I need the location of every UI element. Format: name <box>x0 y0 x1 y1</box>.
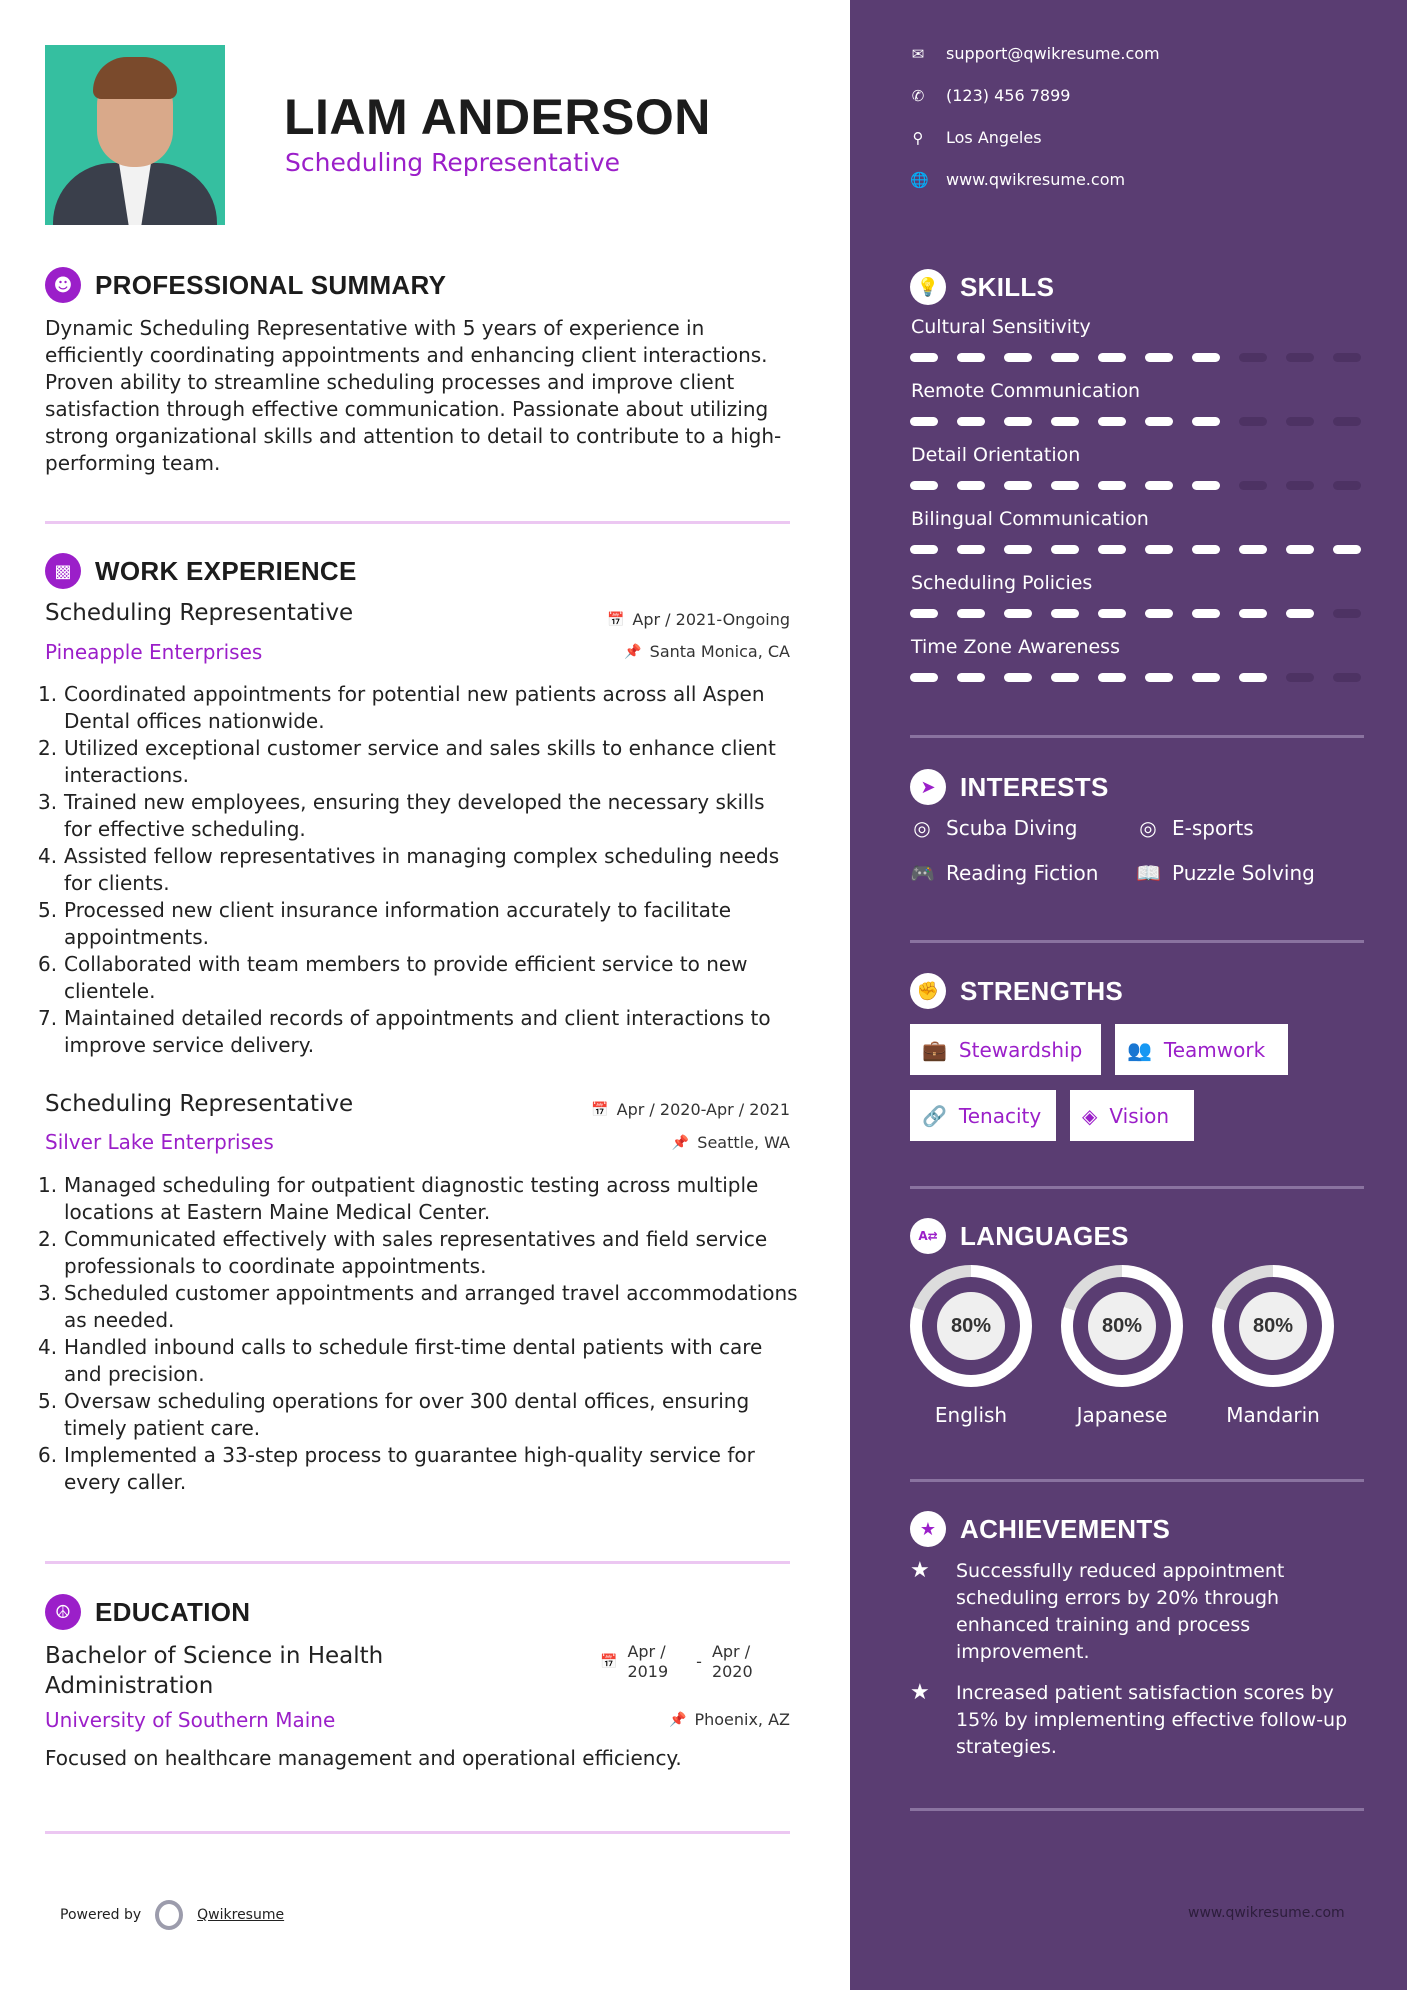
skill-dot <box>1051 417 1079 426</box>
shooting-star-icon: ★ <box>910 1680 930 1705</box>
candidate-name: LIAM ANDERSON <box>284 89 711 145</box>
strengths-header <box>910 973 1123 1009</box>
life-ring-icon: ◎ <box>1139 816 1157 840</box>
briefcase-icon: 💼 <box>922 1037 947 1062</box>
skill-dot <box>957 545 985 554</box>
skill-dot <box>910 481 938 490</box>
skill-dot <box>1286 609 1314 618</box>
job-title: Scheduling Representative <box>45 600 354 626</box>
candidate-title: Scheduling Representative <box>285 148 621 177</box>
translate-icon: A⇄ <box>910 1218 946 1254</box>
language-name: Mandarin <box>1226 1403 1320 1427</box>
footer-website: www.qwikresume.com <box>1188 1905 1345 1921</box>
school-name: University of Southern Maine <box>45 1708 336 1732</box>
skill-rating <box>910 609 1361 618</box>
life-ring-icon: ◎ <box>913 816 931 840</box>
fist-icon: ✊ <box>910 973 946 1009</box>
skill-dot <box>1145 673 1173 682</box>
section-divider <box>910 1186 1364 1189</box>
calendar-icon: 📅 <box>606 611 625 628</box>
skill-dot <box>1239 353 1267 362</box>
skill-dot <box>1051 609 1079 618</box>
education-header <box>45 1594 250 1630</box>
skill-dot <box>910 417 938 426</box>
section-divider <box>45 1561 790 1564</box>
skill-dot <box>1333 545 1361 554</box>
skill-dot <box>1098 353 1126 362</box>
paper-plane-icon: ➤ <box>910 769 946 805</box>
contact-email[interactable]: ✉ support@qwikresume.com <box>911 44 1160 63</box>
languages-header <box>910 1218 1129 1254</box>
language-item <box>910 1265 1032 1427</box>
skill-dot <box>1145 417 1173 426</box>
skill-dot <box>1333 481 1361 490</box>
skill-dot <box>1239 417 1267 426</box>
interests-header <box>910 769 1109 805</box>
user-icon: ☻ <box>45 267 81 303</box>
skill-dot <box>1192 545 1220 554</box>
job-bullet: 5. Processed new client insurance information accurately to facilitate appointments. <box>38 898 732 949</box>
skill-dot <box>1286 673 1314 682</box>
skill-dot <box>1192 353 1220 362</box>
skill-dot <box>1286 481 1314 490</box>
skill-name: Cultural Sensitivity <box>911 316 1091 338</box>
skills-heading: SKILLS <box>960 271 1055 302</box>
skill-dot <box>1333 417 1361 426</box>
skill-dot <box>957 609 985 618</box>
skill-dot <box>1145 609 1173 618</box>
language-item <box>1061 1265 1183 1427</box>
language-name: Japanese <box>1076 1403 1168 1427</box>
powered-by: Powered by Qwikresume <box>60 1900 284 1930</box>
achievement-item: ★ Increased patient satisfaction scores by 15% by implementing effective follow-up strategies. <box>910 1680 1370 1761</box>
skill-dot <box>910 545 938 554</box>
skill-rating <box>910 417 1361 426</box>
skill-rating <box>910 545 1361 554</box>
section-divider <box>910 1808 1364 1811</box>
job-title: Scheduling Representative <box>45 1091 354 1117</box>
language-percent: 80% <box>937 1292 1005 1360</box>
skill-dot <box>910 673 938 682</box>
strengths-heading: STRENGTHS <box>960 975 1124 1006</box>
qwikresume-logo-icon <box>155 1900 183 1930</box>
skill-rating <box>910 353 1361 362</box>
education-description: Focused on healthcare management and operational efficiency. <box>45 1746 682 1770</box>
job-bullets <box>38 1172 798 1496</box>
pin-icon: 📌 <box>669 1711 687 1728</box>
skill-dot <box>1239 481 1267 490</box>
skill-dot <box>1004 353 1032 362</box>
lightbulb-icon: 💡 <box>910 269 946 305</box>
job-bullet: 3. Trained new employees, ensuring they developed the necessary skills for effective scheduling. <box>38 790 765 841</box>
skill-dot <box>957 673 985 682</box>
strength-badge: 🔗 Tenacity <box>910 1090 1056 1141</box>
profile-photo <box>45 45 225 225</box>
interest-item: 📖 Puzzle Solving <box>1136 861 1315 885</box>
job-bullet: 4. Assisted fellow representatives in managing complex scheduling needs for clients. <box>38 844 780 895</box>
skill-dot <box>1239 673 1267 682</box>
skill-dot <box>1004 545 1032 554</box>
skill-dot <box>1192 609 1220 618</box>
languages-heading: LANGUAGES <box>960 1220 1129 1251</box>
contact-phone: ✆ (123) 456 7899 <box>911 86 1071 105</box>
company-name: Pineapple Enterprises <box>45 640 263 664</box>
calendar-icon: 📅 <box>591 1101 609 1118</box>
job-bullet: 3. Scheduled customer appointments and arranged travel accommodations as needed. <box>38 1281 798 1332</box>
skill-name: Detail Orientation <box>911 444 1081 466</box>
skill-rating <box>910 481 1361 490</box>
skill-dot <box>1004 481 1032 490</box>
language-item <box>1212 1265 1334 1427</box>
skill-name: Bilingual Communication <box>911 508 1149 530</box>
section-divider <box>45 521 790 524</box>
skill-dot <box>1051 353 1079 362</box>
star-icon: ★ <box>910 1511 946 1547</box>
skill-dot <box>1051 673 1079 682</box>
skill-name: Time Zone Awareness <box>911 636 1120 658</box>
experience-header <box>45 553 357 589</box>
skill-dot <box>1145 353 1173 362</box>
skill-dot <box>1051 481 1079 490</box>
experience-heading: WORK EXPERIENCE <box>95 555 357 586</box>
section-divider <box>910 1479 1364 1482</box>
language-percent: 80% <box>1088 1292 1156 1360</box>
link-icon: 🔗 <box>922 1103 947 1128</box>
map-pin-icon: ⚲ <box>912 128 924 147</box>
skill-dot <box>1333 353 1361 362</box>
interest-item: ◎ E-sports <box>1136 816 1254 840</box>
graduate-icon: ☮ <box>45 1594 81 1630</box>
skill-dot <box>1098 417 1126 426</box>
job-bullet: 1. Coordinated appointments for potential new patients across all Aspen Dental offices nationwide. <box>38 682 765 733</box>
education-heading: EDUCATION <box>95 1596 251 1627</box>
education-location: 📌 Phoenix, AZ <box>669 1710 790 1729</box>
qwikresume-link[interactable]: Qwikresume <box>197 1907 285 1923</box>
degree-title: Bachelor of Science in Health Administration <box>45 1643 384 1699</box>
summary-text: Dynamic Scheduling Representative with 5 years of experience in efficiently coordinating appointments and enhancing client interactions. Proven ability to streamline scheduling processes and improve client satisfaction through effective communication. Passionate about utilizing strong organizational skills and attention to detail to contribute to a high-performing team. <box>45 316 782 475</box>
skill-dot <box>1333 673 1361 682</box>
achievement-item: ★ Successfully reduced appointment scheduling errors by 20% through enhanced training and process improvement. <box>910 1558 1370 1666</box>
interest-item: 🎮 Reading Fiction <box>910 861 1099 885</box>
shooting-star-icon: ★ <box>910 1558 930 1583</box>
envelope-icon: ✉ <box>911 44 925 63</box>
skill-dot <box>1004 673 1032 682</box>
language-progress-ring <box>910 1265 1032 1387</box>
skill-dot <box>1098 545 1126 554</box>
strength-badge: 💼 Stewardship <box>910 1024 1101 1075</box>
skill-dot <box>957 481 985 490</box>
job-location: 📌 Seattle, WA <box>671 1133 790 1152</box>
achievements-header <box>910 1511 1170 1547</box>
skill-dot <box>1286 353 1314 362</box>
skill-rating <box>910 673 1361 682</box>
language-progress-ring <box>1061 1265 1183 1387</box>
interests-heading: INTERESTS <box>960 771 1109 802</box>
summary-heading: PROFESSIONAL SUMMARY <box>95 269 447 300</box>
skill-name: Scheduling Policies <box>911 572 1093 594</box>
job-bullet: 2. Utilized exceptional customer service and sales skills to enhance client interactions. <box>38 736 776 787</box>
summary-header <box>45 267 446 303</box>
job-bullet: 7. Maintained detailed records of appointments and client interactions to improve service delivery. <box>38 1006 771 1057</box>
strength-badge: ◈ Vision <box>1070 1090 1194 1141</box>
skill-dot <box>1145 545 1173 554</box>
chair-icon: ▩ <box>45 553 81 589</box>
skill-dot <box>1004 609 1032 618</box>
job-location: 📌 Santa Monica, CA <box>624 642 790 661</box>
job-bullet: 4. Handled inbound calls to schedule first-time dental patients with care and precision. <box>38 1335 763 1386</box>
phone-icon: ✆ <box>911 86 925 105</box>
skill-dot <box>1192 417 1220 426</box>
calendar-icon: 📅 <box>600 1654 618 1670</box>
skill-dot <box>1051 545 1079 554</box>
section-divider <box>910 735 1364 738</box>
job-dates: 📅 Apr / 2021-Ongoing <box>606 610 790 629</box>
strength-badge: 👥 Teamwork <box>1115 1024 1288 1075</box>
job-bullets <box>38 681 798 1059</box>
skill-dot <box>957 353 985 362</box>
skill-dot <box>1286 545 1314 554</box>
company-name: Silver Lake Enterprises <box>45 1130 274 1154</box>
contact-location: ⚲ Los Angeles <box>910 128 1042 147</box>
section-divider <box>45 1831 790 1834</box>
skill-dot <box>1239 545 1267 554</box>
pin-icon: 📌 <box>624 643 642 660</box>
skills-header <box>910 269 1054 305</box>
skill-name: Remote Communication <box>911 380 1141 402</box>
users-icon: 👥 <box>1127 1037 1152 1062</box>
binoculars-icon: ◈ <box>1082 1103 1098 1128</box>
skill-dot <box>1192 481 1220 490</box>
achievements-heading: ACHIEVEMENTS <box>960 1513 1171 1544</box>
education-dates: 📅 Apr / 2019 - Apr / 2020 <box>600 1642 753 1681</box>
book-icon: 📖 <box>1136 861 1161 885</box>
skill-dot <box>1098 609 1126 618</box>
job-bullet: 6. Collaborated with team members to provide efficient service to new clientele. <box>38 952 748 1003</box>
skill-dot <box>1004 417 1032 426</box>
job-bullet: 2. Communicated effectively with sales representatives and field service professionals to coordinate appointments. <box>38 1227 768 1278</box>
job-bullet: 1. Managed scheduling for outpatient diagnostic testing across multiple locations at Eastern Maine Medical Center. <box>38 1173 759 1224</box>
gamepad-icon: 🎮 <box>910 861 935 885</box>
pin-icon: 📌 <box>671 1134 690 1151</box>
skill-dot <box>957 417 985 426</box>
skill-dot <box>1286 417 1314 426</box>
language-progress-ring <box>1212 1265 1334 1387</box>
job-dates: 📅 Apr / 2020-Apr / 2021 <box>591 1100 790 1119</box>
skill-dot <box>910 609 938 618</box>
skill-dot <box>1192 673 1220 682</box>
globe-icon: 🌐 <box>910 170 929 189</box>
language-percent: 80% <box>1239 1292 1307 1360</box>
contact-website[interactable]: 🌐 www.qwikresume.com <box>910 170 1126 189</box>
language-name: English <box>934 1403 1008 1427</box>
job-bullet: 6. Implemented a 33-step process to guarantee high-quality service for every caller. <box>38 1443 755 1494</box>
skill-dot <box>1239 609 1267 618</box>
skill-dot <box>1098 673 1126 682</box>
skill-dot <box>1333 609 1361 618</box>
skill-dot <box>910 353 938 362</box>
skill-dot <box>1098 481 1126 490</box>
skill-dot <box>1145 481 1173 490</box>
interest-item: ◎ Scuba Diving <box>910 816 1077 840</box>
job-bullet: 5. Oversaw scheduling operations for over 300 dental offices, ensuring timely patient care. <box>38 1389 750 1440</box>
section-divider <box>910 940 1364 943</box>
